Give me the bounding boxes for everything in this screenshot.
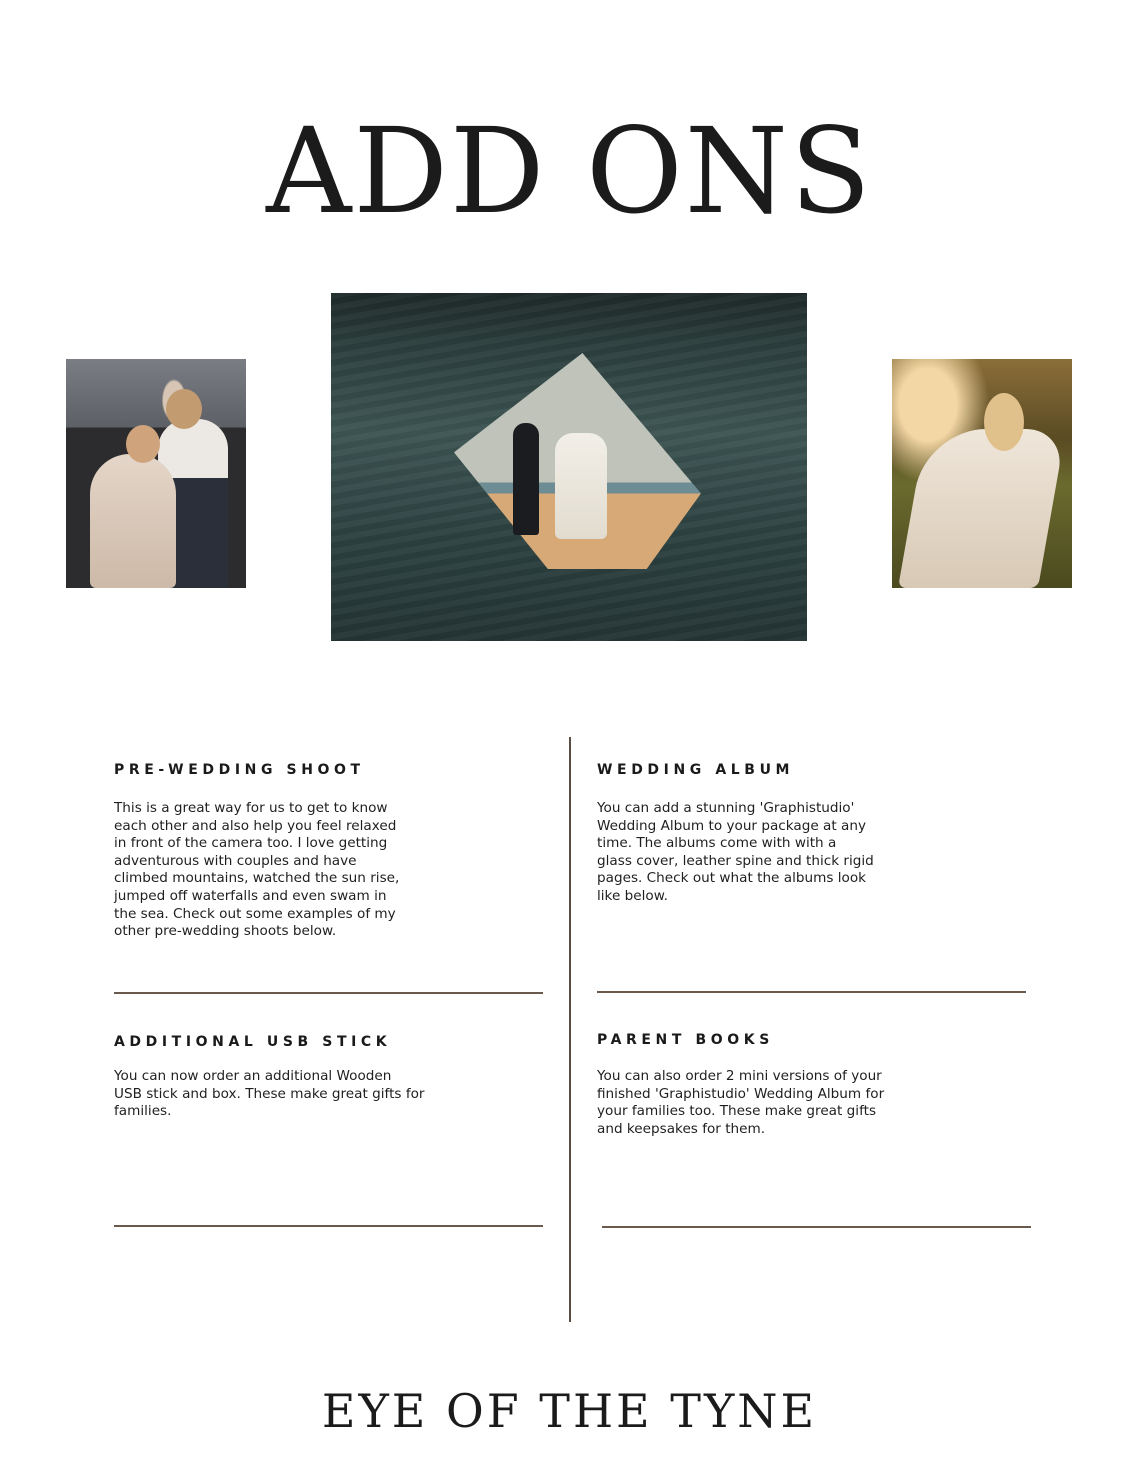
bride-figure bbox=[90, 454, 176, 588]
section-body-pre-wedding-shoot: This is a great way for us to get to know each other and also help you feel relaxed in front of the camera too. I love getting adventurous with couples and have climbed mountains, watched the sun rise, jumped off waterfalls and even swam in the sea. Check out some examples of my other pre-wedding shoots below. bbox=[114, 800, 400, 940]
page-title: ADD ONS bbox=[266, 102, 873, 240]
bride-figure bbox=[555, 433, 607, 539]
beach-couple-photo bbox=[331, 293, 807, 641]
section-heading-wedding-album: WEDDING ALBUM bbox=[597, 762, 795, 778]
vertical-divider bbox=[569, 737, 571, 1322]
section-body-wedding-album: You can add a stunning 'Graphistudio' Wedding Album to your package at any time. The albums come with with a glass cover, leather spine and thick rigid pages. Check out what the albums look like below. bbox=[597, 800, 874, 904]
divider-bottom-right bbox=[602, 1226, 1031, 1228]
bride-head bbox=[126, 425, 160, 463]
section-heading-pre-wedding-shoot: PRE-WEDDING SHOOT bbox=[114, 762, 365, 778]
section-heading-additional-usb-stick: ADDITIONAL USB STICK bbox=[114, 1034, 392, 1050]
bride-head bbox=[984, 393, 1024, 451]
divider-top-left bbox=[114, 992, 543, 994]
couple-embrace-photo bbox=[66, 359, 246, 588]
section-body-parent-books: You can also order 2 mini versions of your finished 'Graphistudio' Wedding Album for your families too. These make great gifts and keepsakes for them. bbox=[597, 1068, 885, 1137]
section-body-additional-usb-stick: You can now order an additional Wooden USB stick and box. These make great gifts for families. bbox=[114, 1068, 425, 1120]
bride-sunset-photo bbox=[892, 359, 1072, 588]
brand-name: EYE OF THE TYNE bbox=[321, 1384, 818, 1438]
divider-top-right bbox=[597, 991, 1026, 993]
groom-figure bbox=[513, 423, 539, 535]
divider-bottom-left bbox=[114, 1225, 543, 1227]
section-heading-parent-books: PARENT BOOKS bbox=[597, 1032, 774, 1048]
bride-dress bbox=[898, 429, 1066, 588]
groom-head bbox=[166, 389, 202, 429]
